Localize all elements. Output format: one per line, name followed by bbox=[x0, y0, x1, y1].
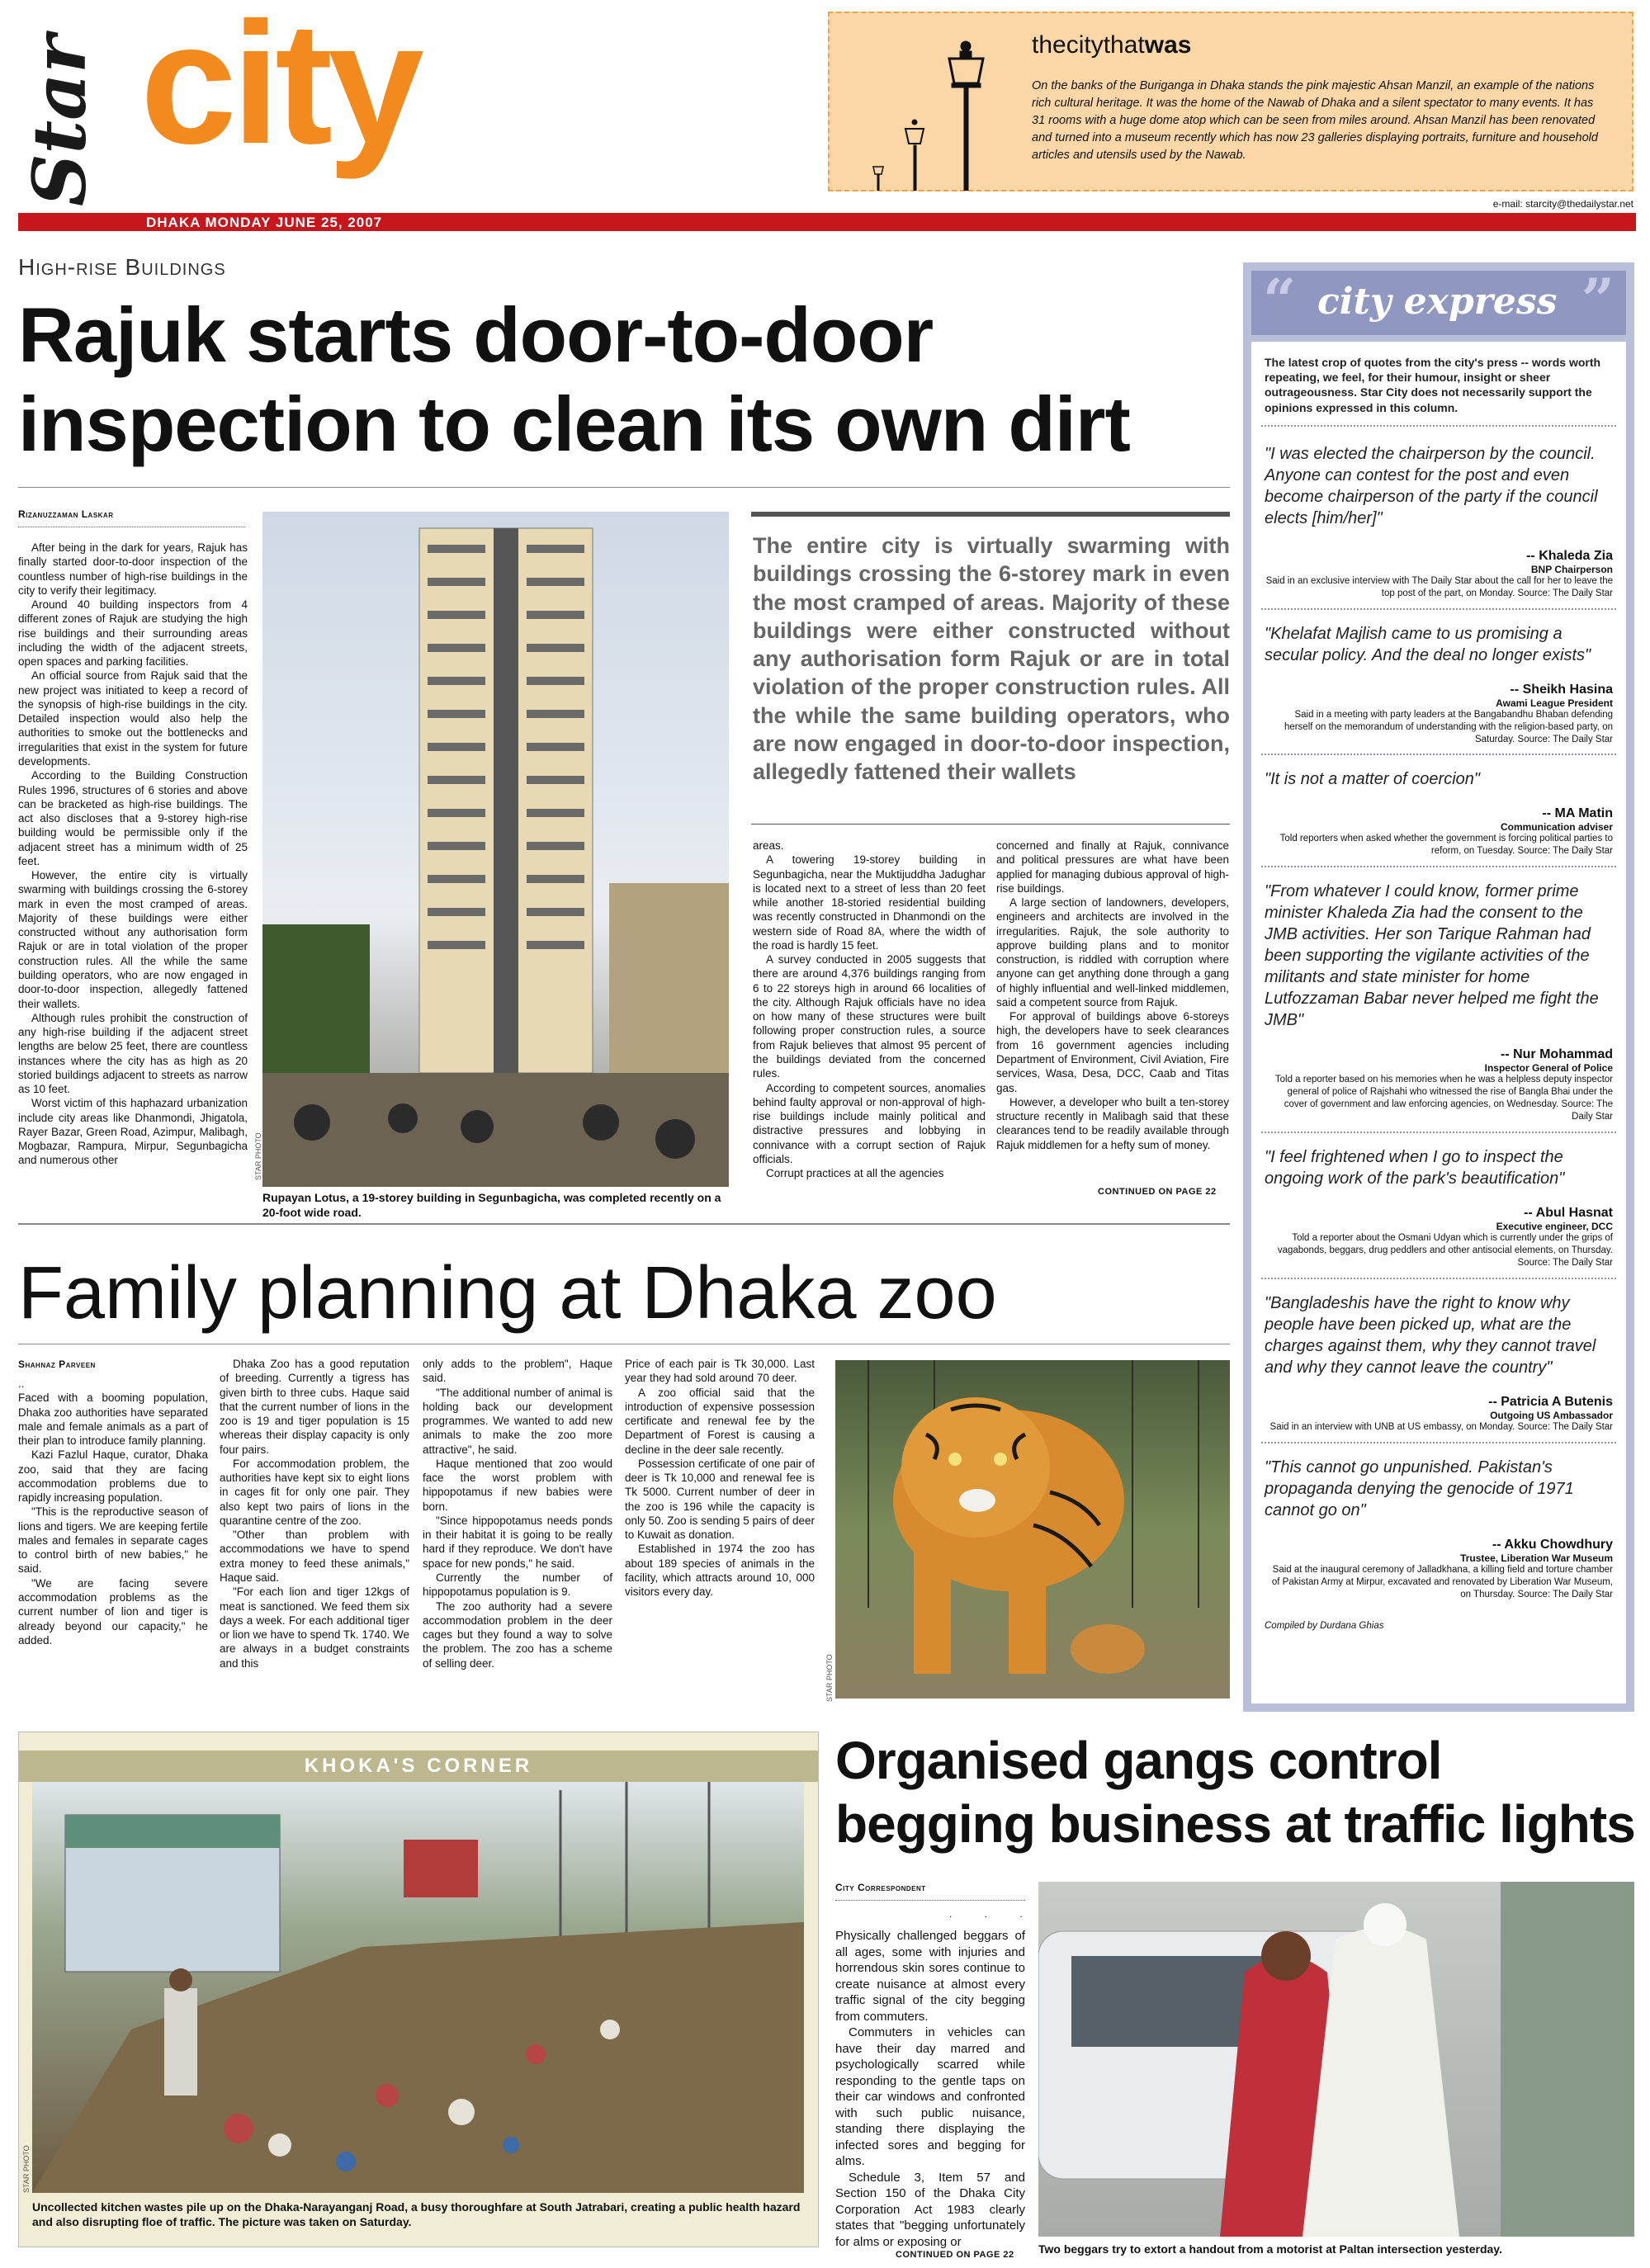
story1-col3: concerned and finally at Rajuk, connivance and political pressures are what have been applied for managing dubious approval of high-rise buildings. A large section of landowners, developers, engineers and architects are involved in the irregularities. Rajuk, the sole authority to approve building plans and to monitor construction, is riddled with corruption where anyone can get anything done through a gang of highly influential and well-linked middlemen, said a competent source from Rajuk. For approval of buildings above 6-storeys high, the developers have to seek clearances from 16 government agencies including Department of Environment, Civil Aviation, Fire services, Wasa, Desa, DCC, Caab and Titas gas. However, a developer who built a ten-storey structure recently in Malibagh said that these clearances tend to be readily available through Rajuk middlemen for a hefty sum of money. bbox=[996, 839, 1229, 1151]
story2-col3: only adds to the problem", Haque said. "The additional number of animal is holding back our development programmes. We wanted to add new animals to make the zoo more attractive", he said. Haque mentioned that zoo would face the worst problem with hippopotamus if new babies were born. "Since hippopotamus needs ponds in their habitat it is going to be really hard if they reproduce. We don't have space for new ponds," he said. Currently the number of hippopotamus population is 9. The zoo authority had a severe accommodation problem in the deer cages but they found a way to solve the problem. The zoo has a scheme of selling deer. bbox=[423, 1358, 612, 1670]
photo-credit: STAR PHOTO bbox=[254, 1132, 262, 1180]
quote-role: Communication adviser bbox=[1500, 821, 1613, 834]
story3-col: Physically challenged beggars of all ages, some with injuries and horrendous skin sores continue to create nuisance at almost every traffic signal of the city begging from commuters. Commuters in vehicles can have their day marred and psychologically scarred while responding to the gentle taps on their car windows and confronted with such public nuisance, standing there displaying the infected sores and begging for alms. Schedule 3, Item 57 and Section 150 of the Dhaka City Corporation Act 1983 clearly states that "begging unfortunately for alms or exposing or bbox=[835, 1929, 1025, 2249]
quote-block bbox=[1261, 427, 1616, 608]
quote-note: Said in an interview with UNB at US embassy, on Monday. Source: The Daily Star bbox=[1269, 1421, 1613, 1432]
section-label: High-rise Buildings bbox=[18, 254, 226, 280]
quote-block bbox=[1261, 1133, 1616, 1278]
city-express-body bbox=[1251, 342, 1626, 1703]
city-that-was-text: On the banks of the Buriganga in Dhaka stands the pink majestic Ahsan Manzil, an example of the nations rich cultural heritage. It was the home of the Nawab of Dhaka and a silent spectator to many events. It has 31 rooms with a huge dome atop which can be seen from miles around. Ahsan Manzil has been renovated and turned into a museum recently which has now 23 galleries displaying portraits, furniture and household articles and utensils used by the Nawab. bbox=[1032, 79, 1598, 163]
byline-zoo: Shahnaz Parveen bbox=[18, 1358, 96, 1370]
building-illustration bbox=[262, 512, 729, 1187]
quote-text: "It is not a matter of coercion" bbox=[1265, 770, 1480, 789]
photo-beggars bbox=[1038, 1882, 1634, 2237]
city-express-intro: The latest crop of quotes from the city's press -- words worth repeating, we feel, for their humour, insight or sheer outrageousness. Star City does not necessarily support the opinions expressed in this column. bbox=[1265, 356, 1601, 414]
quote-name: -- Khaleda Zia bbox=[1526, 548, 1613, 563]
quote-name: -- Sheikh Hasina bbox=[1510, 682, 1613, 697]
photo-garbage bbox=[32, 1782, 804, 2193]
quote-name: -- Abul Hasnat bbox=[1524, 1206, 1613, 1221]
quote-role: Awami League President bbox=[1496, 697, 1613, 709]
photo-rupayan-lotus bbox=[262, 512, 729, 1187]
khokas-corner-title: KHOKA'S CORNER bbox=[19, 1751, 818, 1782]
city-express-title: city express bbox=[1317, 281, 1558, 323]
photo-credit: STAR PHOTO bbox=[22, 2145, 31, 2193]
quote-block bbox=[1261, 610, 1616, 754]
quote-role: Trustee, Liberation War Museum bbox=[1460, 1552, 1613, 1564]
quote-marks-icon: ” bbox=[1581, 266, 1615, 334]
quote-text: "This cannot go unpunished. Pakistan's propaganda denying the genocide of 1971 cannot go on" bbox=[1265, 1458, 1574, 1519]
quote-text: "Bangladeshis have the right to know why people have been picked up, what are the charges against them, why they cannot travel and why they cannot leave the country" bbox=[1265, 1293, 1596, 1377]
quote-name: -- Patricia A Butenis bbox=[1488, 1394, 1613, 1409]
quote-block bbox=[1261, 755, 1616, 866]
email-line: e-mail: starcity@thedailystar.net bbox=[1492, 198, 1633, 210]
byline-rule bbox=[835, 1900, 1025, 1901]
city-that-was-box bbox=[828, 12, 1633, 191]
compiled-by: Compiled by Durdana Ghias bbox=[1265, 1620, 1384, 1631]
story1-col2: areas. A towering 19-storey building in Segunbagicha, near the Muktijuddha Jadughar is located next to a street of less than 20 feet while another 18-storied residential building was recently constructed in Dhanmondi on the western side of Road 8A, where the width of the road is hardly 15 feet. A survey conducted in 2005 suggests that there are around 4,376 buildings ranging from 6 to 22 storeys high in around 66 localities of the city. Although Rajuk officials have no idea on how many of these structures were built following proper construction rules, a source from Rajuk believes that almost 95 percent of the buildings deviated from the concerned rules. According to competent sources, anomalies behind faulty approval or non-approval of high-rise buildings include mainly political and distractive pressures and lobbying in connivance with a corrupt section of Rajuk officials. Corrupt practices at all the agencies bbox=[753, 839, 986, 1180]
quote-name: -- Akku Chowdhury bbox=[1492, 1537, 1613, 1552]
quote-note: Said at the inaugural ceremony of Jalladkhana, a killing field and torture chamber of Pakistan Army at Mirpur, excavated and renovated by Liberation War Museum, on Thursday. Source: The Daily Star bbox=[1271, 1564, 1613, 1599]
caption-garbage: Uncollected kitchen wastes pile up on the Dhaka-Narayanganj Road, a busy thoroughfare at South Jatrabari, creating a public health hazard and also disrupting floe of traffic. The picture was taken on Saturday. bbox=[32, 2200, 801, 2229]
quote-role: Inspector General of Police bbox=[1484, 1062, 1613, 1075]
headline-begging: Organised gangs control begging business at traffic lights bbox=[835, 1731, 1635, 1854]
dateline: DHAKA MONDAY JUNE 25, 2007 bbox=[146, 215, 383, 230]
story2-col2: Dhaka Zoo has a good reputation of breeding. Currently a tigress has given birth to three cubs. Haque said that the current number of lions in the zoo is 19 and tiger population is 15 whereas their display capacity is only four pairs. For accommodation problem, the authorities have kept six to eight lions in cages fit for only one pair. They also kept two pairs of lions in the quarantine centre of the zoo. "Other than problem with accommodations we have to spend extra money to feed these animals," Haque said. "For each lion and tiger 12kgs of meat is sanctioned. We feed them six days a week. For each additional tiger or lion we have to spend Tk. 1740. We are always in a budget constraints and this bbox=[220, 1358, 409, 1670]
photo-credit: STAR PHOTO bbox=[825, 1654, 834, 1702]
khokas-corner bbox=[18, 1732, 819, 2247]
story2-col4: Price of each pair is Tk 30,000. Last year they had sold around 70 deer. A zoo official said that the introduction of expensive possession certificate and renewal fee by the Department of Forest is causing a decline in the deer sale recently. Possession certificate of one pair of deer is Tk 10,000 and renewal fee is Tk 5000. Current number of deer in the zoo is 196 while the capacity is only 50. Zoo is sending 5 pairs of deer to Kuwait as donation. Established in 1974 the zoo has about 189 species of animals in the facility, which attracts around 10, 000 visitors every day. bbox=[625, 1358, 815, 1599]
tiger-illustration bbox=[835, 1360, 1230, 1699]
quote-marks-icon: “ bbox=[1263, 266, 1297, 334]
city-logo: city bbox=[140, 0, 419, 180]
headline-zoo: Family planning at Dhaka zoo bbox=[18, 1252, 997, 1335]
quote-name: -- Nur Mohammad bbox=[1501, 1047, 1613, 1062]
quote-note: Told reporters when asked whether the government is forcing political parties to reform, on Tuesday. Source: The Daily Star bbox=[1279, 834, 1613, 857]
caption-rupayan: Rupayan Lotus, a 19-storey building in Segunbagicha, was completed recently on a 20-foot wide road. bbox=[262, 1191, 721, 1220]
byline-rajuk: Rizanuzzaman Laskar bbox=[18, 508, 114, 520]
story1-col1: After being in the dark for years, Rajuk has finally started door-to-door inspection of the countless number of high-rise buildings in the city to verify their legitimacy. Around 40 building inspectors from 4 different zones of Rajuk are studying the high rise buildings and their surrounding areas including the width of the adjacent streets, open spaces and parking facilities. An official source from Rajuk said that the new project was initiated to keep a record of the synopsis of high-rise buildings in the city. Detailed inspection would also help the authorities to smoke out the bottlenecks and irregularities that exist in the system for future developments. According to the Building Construction Rules 1996, structures of 6 stories and above can be bracketed as high-rise buildings. The act also discloses that a 9-storey high-rise building would be permissible only if the adjacent street has a minimum width of 25 feet. However, the entire city is virtually swarming with buildings crossing the 6-storey mark in even the most cramped of areas. Majority of these buildings were either constructed without any authorisation form Rajuk or are in total violation of the proper construction rules. All the while the same building operators, who are now engaged in door-to-door inspection, allegedly fattened their wallets. Although rules prohibit the construction of any high-rise building if the adjacent street lengths are below 25 feet, there are countless instances where the city has as high as 20 storied buildings adjacent to streets as narrow as 10 feet. Worst victim of this haphazard urbanization include city areas like Dhanmondi, Jhigatola, Rayer Bazar, Green Road, Azimpur, Malibagh, Mogbazar, Rampura, Mirpur, Segunbagicha and numerous other bbox=[18, 541, 248, 1167]
story2-col1: .. Faced with a booming population, Dhaka zoo authorities have separated male and female animals as a part of their plan to introduce family planning. Kazi Fazlul Haque, curator, Dhaka zoo, said that they are facing accommodation problems due to rapidly increasing population. "This is the reproductive season of lions and tigers. We are keeping fertile males and females in separate cages to control birth of new babies," he said. "We are facing severe accommodation problems as the current number of lion and tiger is already beyond our capacity," he added. bbox=[18, 1377, 208, 1647]
quote-role: Executive engineer, DCC bbox=[1496, 1221, 1613, 1233]
quote-note: Said in a meeting with party leaders at the Bangabandhu Bhaban defending herself on the memorandum of understanding with the religion-based party, on Saturday. Source: The Daily Star bbox=[1284, 709, 1613, 744]
quote-text: "From whatever I could know, former prime minister Khaleda Zia had the consent to the JMB activities. Her son Tarique Rahman had been supporting the vigilante activities of the militants and state minister for home Lutfozzaman Babar never helped me fight the JMB" bbox=[1265, 882, 1599, 1030]
pullquote-rule-bottom bbox=[751, 824, 1230, 825]
quote-note: Told a reporter about the Osmani Udyan which is currently under the grips of vagabonds, beggars, drug peddlers and other antisocial elements, on Thursday. Source: The Daily Star bbox=[1277, 1233, 1613, 1268]
masthead-rule bbox=[18, 213, 1636, 231]
headline-rajuk: Rajuk starts door-to-door inspection to clean its own dirt bbox=[18, 291, 1130, 468]
quote-block bbox=[1261, 1279, 1616, 1442]
quote-text: "I was elected the chairperson by the council. Anyone can contest for the post and even become chairperson of the party if the council elects [him/her]" bbox=[1265, 444, 1598, 527]
street-lamp-illustration bbox=[846, 21, 1011, 191]
garbage-illustration bbox=[32, 1782, 804, 2193]
quote-name: -- MA Matin bbox=[1542, 806, 1613, 821]
quote-note: Told a reporter based on his memories when he was a helpless deputy inspector general of police of Rajshahi who witnessed the rise of Bangla Bhai under the cover of government and law enforcing agencies, on Wednesday. Source: The Daily Star bbox=[1274, 1075, 1613, 1122]
quote-text: "I feel frightened when I go to inspect the ongoing work of the park's beautification" bbox=[1265, 1148, 1565, 1188]
continued-page-22[interactable]: CONTINUED ON PAGE 22 bbox=[896, 2250, 1014, 2260]
quote-block bbox=[1261, 867, 1616, 1132]
section-divider bbox=[18, 1223, 1230, 1225]
caption-beggars: Two beggars try to extort a handout from a motorist at Paltan intersection yesterday. bbox=[1038, 2242, 1502, 2256]
city-express-sidebar bbox=[1243, 262, 1634, 1712]
city-that-was-title: thecitythatwas bbox=[1032, 31, 1192, 59]
city-express-header bbox=[1251, 266, 1626, 335]
continued-page-22[interactable]: CONTINUED ON PAGE 22 bbox=[1098, 1187, 1217, 1197]
pullquote-rule-top bbox=[751, 512, 1230, 517]
quote-role: Outgoing US Ambassador bbox=[1490, 1409, 1613, 1421]
quote-role: BNP Chairperson bbox=[1530, 563, 1613, 575]
dots: . . . bbox=[949, 1908, 1038, 1920]
quote-note: Said in an exclusive interview with The Daily Star about the call for her to leave the top post of the part, on Monday. Source: The Daily Star bbox=[1265, 575, 1613, 598]
photo-tiger bbox=[835, 1360, 1230, 1699]
pullquote: The entire city is virtually swarming with buildings crossing the 6-storey mark in even the most cramped of areas. Majority of these buildings were either constructed without any authorisation form Rajuk or are in total violation of the proper construction rules. All the while the same building operators, who are now engaged in door-to-door inspection, allegedly fattened their wallets bbox=[753, 533, 1230, 785]
beggars-illustration bbox=[1038, 1882, 1634, 2237]
byline-begging: City Correspondent bbox=[835, 1882, 926, 1893]
star-logo: Star bbox=[17, 35, 102, 206]
divider bbox=[18, 487, 1230, 488]
quote-text: "Khelafat Majlish came to us promising a secular policy. And the deal no longer exists" bbox=[1265, 624, 1591, 664]
quote-block bbox=[1261, 1443, 1616, 1609]
